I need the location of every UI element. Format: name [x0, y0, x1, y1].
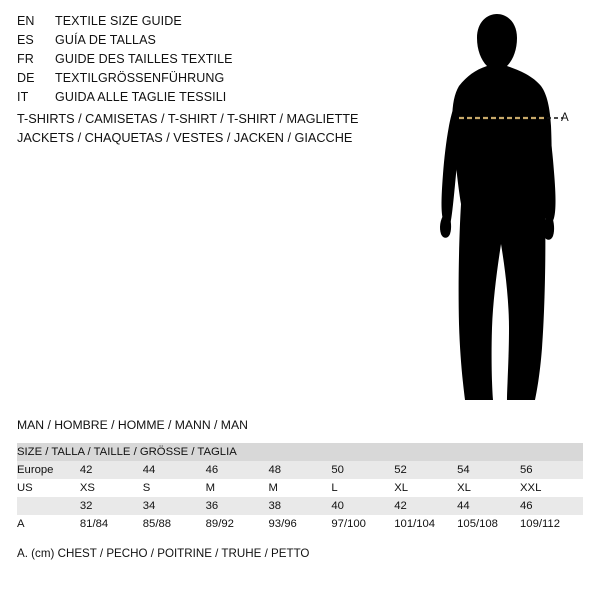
category-list: [17, 110, 417, 148]
table-row: [17, 461, 583, 479]
language-row: [17, 71, 377, 90]
cell: 56: [520, 464, 533, 476]
table-row: [17, 515, 583, 533]
cell: S: [142, 482, 151, 494]
cell: 42: [394, 500, 407, 512]
cell: 85/88: [142, 518, 172, 530]
row-label: [17, 497, 80, 515]
cell: XS: [79, 482, 95, 494]
cell: 52: [394, 464, 407, 476]
cell: M: [205, 482, 216, 494]
language-row: [17, 90, 377, 109]
cell: 46: [520, 500, 533, 512]
cell: XXL: [520, 482, 542, 494]
language-row: [17, 33, 377, 52]
table-row: [17, 497, 583, 515]
cell: 40: [331, 500, 344, 512]
language-code: FR: [17, 52, 34, 66]
row-label: US: [17, 482, 33, 494]
cell: 32: [79, 500, 93, 512]
category-tshirts: T-SHIRTS / CAMISETAS / T-SHIRT / T-SHIRT / MAGLIETTE: [17, 112, 359, 126]
cell: 36: [205, 500, 219, 512]
cell: 44: [142, 464, 156, 476]
language-title: GUIDE DES TAILLES TEXTILE: [55, 52, 233, 66]
table-header-row: [17, 443, 583, 461]
cell: 93/96: [268, 518, 297, 530]
language-title: GUÍA DE TALLAS: [55, 33, 156, 47]
cell: 42: [79, 464, 93, 476]
silhouette-icon: [395, 8, 595, 408]
language-title: TEXTILGRÖSSENFÜHRUNG: [55, 71, 225, 85]
table-header-label: SIZE / TALLA / TAILLE / GRÖSSE / TAGLIA: [17, 446, 237, 458]
language-title: GUIDA ALLE TAGLIE TESSILI: [55, 90, 227, 104]
cell: 48: [268, 464, 282, 476]
language-code: ES: [17, 33, 34, 47]
cell: M: [268, 482, 278, 494]
cell: 81/84: [79, 518, 109, 530]
size-table: [17, 443, 583, 533]
cell: 34: [142, 500, 156, 512]
row-label: Europe: [17, 464, 54, 476]
cell: XL: [394, 482, 409, 494]
cell: 50: [331, 464, 344, 476]
cell: 105/108: [457, 518, 498, 530]
male-silhouette-figure: [395, 8, 595, 408]
footnote: A. (cm) CHEST / PECHO / POITRINE / TRUHE / PETTO: [17, 547, 310, 560]
category-jackets: JACKETS / CHAQUETAS / VESTES / JACKEN / GIACCHE: [17, 131, 353, 145]
language-row: [17, 14, 377, 33]
cell: XL: [457, 482, 471, 494]
row-label: A: [17, 518, 25, 530]
cell: 38: [268, 500, 282, 512]
language-code: EN: [17, 14, 35, 28]
table-row: [17, 479, 583, 497]
language-code: DE: [17, 71, 35, 85]
cell: 46: [205, 464, 219, 476]
measure-marker-label: A: [561, 112, 570, 124]
cell: 97/100: [331, 518, 366, 530]
language-code: IT: [17, 90, 29, 104]
cell: 109/112: [520, 518, 560, 530]
cell: 101/104: [394, 518, 436, 530]
table-title: MAN / HOMBRE / HOMME / MANN / MAN: [17, 418, 248, 432]
language-list: [17, 14, 377, 109]
cell: 89/92: [205, 518, 234, 530]
language-row: [17, 52, 377, 71]
language-title: TEXTILE SIZE GUIDE: [55, 14, 182, 28]
cell: L: [331, 482, 338, 494]
cell: 44: [457, 500, 470, 512]
cell: 54: [457, 464, 470, 476]
